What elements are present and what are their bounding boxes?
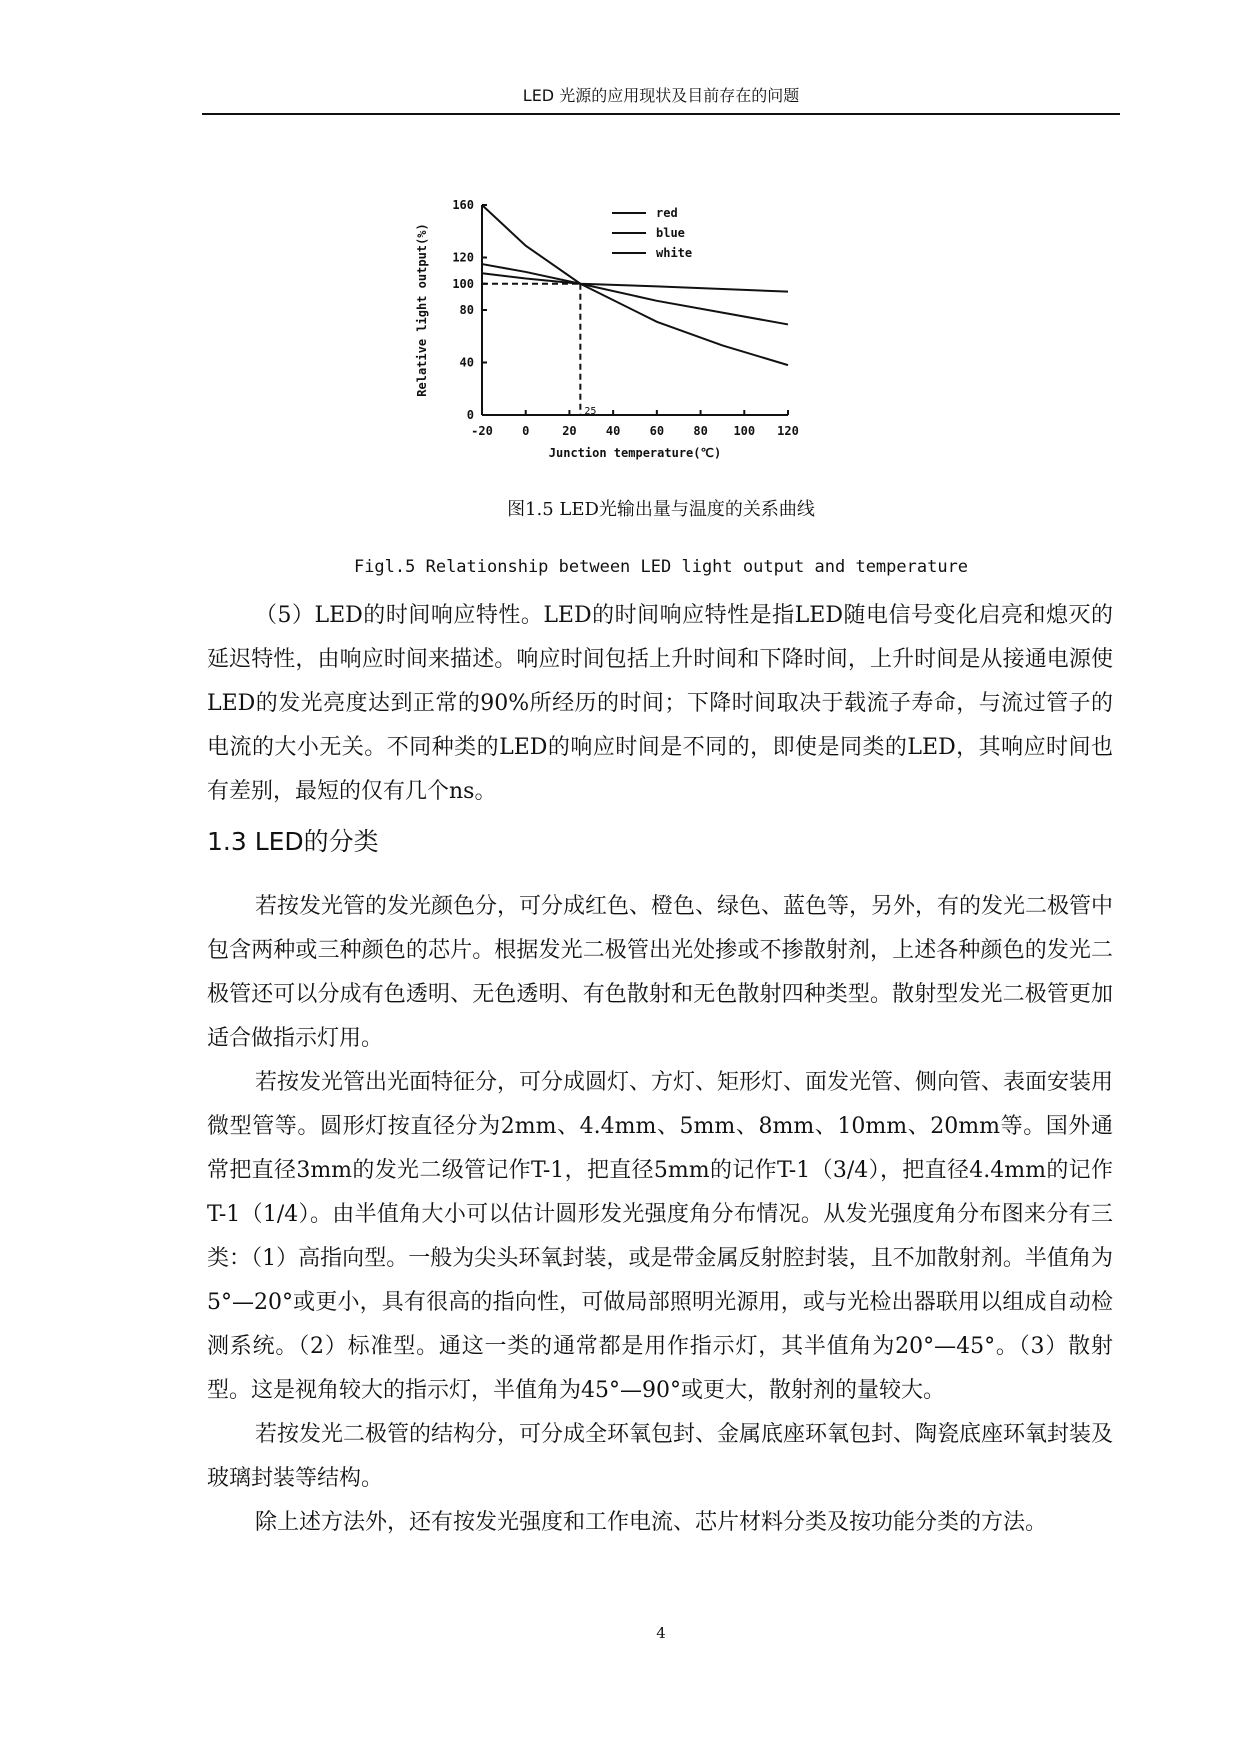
figure-caption-en: Figl.5 Relationship between LED light output and temperature	[353, 557, 969, 577]
y-tick-label-80: 80	[459, 303, 474, 317]
y-tick-label-120: 120	[452, 250, 474, 265]
legend-label-red: red	[656, 206, 678, 220]
y-tick-label-0: 0	[466, 408, 474, 422]
x-tick-label-20: 20	[562, 424, 577, 438]
paragraph-shape-classification: 若按发光管出光面特征分，可分成圆灯、方灯、矩形灯、面发光管、侧向管、表面安装用微型管等。圆形灯按直径分为2mm、4.4mm、5mm、8mm、10mm、20mm等。国外通常把直径3mm的发光二级管记作T-1，把直径5mm的记作T-1（3/4），把直径4.4mm的记作T-1（1/4）。由半值角大小可以估计圆形发光强度角分布情况。从发光强度角分布图来分有三类：（1）高指向型。一般为尖头环氧封装，或是带金属反射腔封装，且不加散射剂。半值角为5°—20°或更小，具有很高的指向性，可做局部照明光源用，或与光检出器联用以组成自动检测系统。（2）标准型。通这一类的通常都是用作指示灯，其半值角为20°—45°。（3）散射型。这是视角较大的指示灯，半值角为45°—90°或更大，散射剂的量较大。	[207, 1070, 1114, 1403]
legend-label-white: white	[656, 246, 693, 260]
page-number: 4	[656, 1624, 666, 1642]
y-tick-label-160: 160	[452, 198, 474, 212]
x-tick-label--20: -20	[471, 424, 493, 438]
x-tick-label-0: 0	[522, 424, 530, 438]
series-line-blue	[482, 264, 788, 324]
series-line-white	[482, 273, 788, 291]
section-heading: 1.3 LED的分类	[207, 827, 379, 856]
paragraph-structure-classification: 若按发光二极管的结构分，可分成全环氧包封、金属底座环氧包封、陶瓷底座环氧封装及玻璃封装等结构。	[207, 1422, 1114, 1491]
legend-label-blue: blue	[656, 226, 685, 240]
x-tick-label-120: 120	[777, 424, 799, 438]
figure-caption-cn: 图1.5 LED光输出量与温度的关系曲线	[507, 499, 815, 520]
y-tick-label-100: 100	[452, 276, 474, 291]
x-tick-label-100: 100	[733, 424, 756, 438]
header-rule	[202, 113, 1120, 115]
y-axis-label: Relative light output(%)	[415, 223, 429, 397]
paragraph-other-methods: 除上述方法外，还有按发光强度和工作电流、芯片材料分类及按功能分类的方法。	[255, 1510, 1048, 1535]
reference-x-label: 25	[584, 406, 597, 417]
x-tick-label-80: 80	[693, 424, 708, 438]
light-output-temperature-chart	[400, 190, 820, 480]
paragraph-color-classification: 若按发光管的发光颜色分，可分成红色、橙色、绿色、蓝色等，另外，有的发光二极管中包含两种或三种颜色的芯片。根据发光二极管出光处掺或不掺散射剂，上述各种颜色的发光二极管还可以分成有色透明、无色透明、有色散射和无色散射四种类型。散射型发光二极管更加适合做指示灯用。	[207, 894, 1114, 1051]
running-header: LED 光源的应用现状及目前存在的问题	[522, 86, 800, 105]
x-axis-label: Junction temperature(℃)	[548, 446, 722, 460]
y-tick-label-40: 40	[459, 355, 474, 370]
x-tick-label-40: 40	[605, 424, 621, 438]
paragraph-response-time: （5）LED的时间响应特性。LED的时间响应特性是指LED随电信号变化启亮和熄灭的延迟特性，由响应时间来描述。响应时间包括上升时间和下降时间，上升时间是从接通电源使LED的发光亮度达到正常的90%所经历的时间；下降时间取决于载流子寿命，与流过管子的电流的大小无关。不同种类的LED的响应时间是不同的，即使是同类的LED，其响应时间也有差别，最短的仅有几个ns。	[207, 603, 1113, 804]
x-tick-label-60: 60	[649, 424, 665, 438]
